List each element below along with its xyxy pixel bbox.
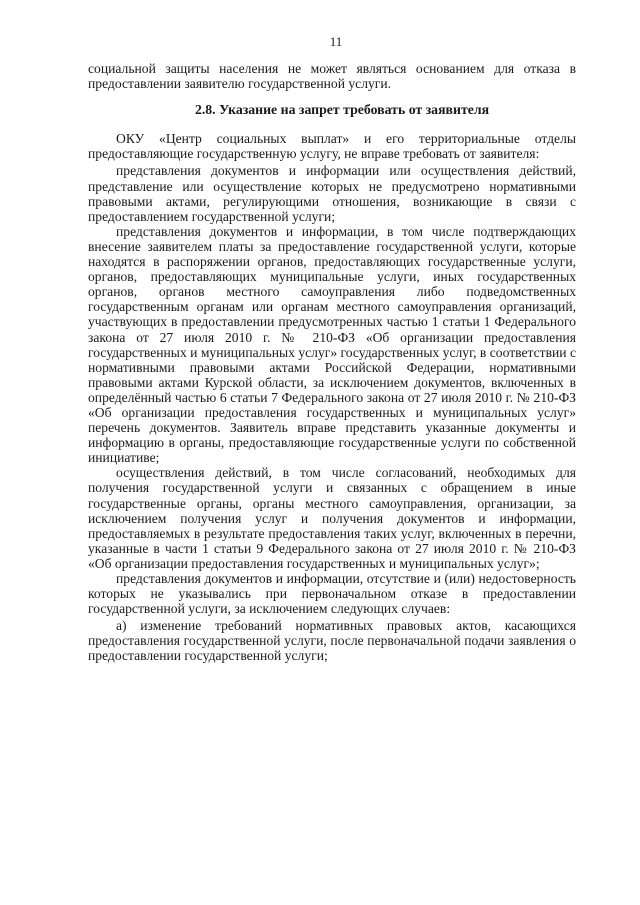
paragraph-preamble: ОКУ «Центр социальных выплат» и его территориальные отделы предоставляющие государственную услугу, не вправе требовать от заявителя: xyxy=(88,131,576,162)
paragraph-subitem-a: а) изменение требований нормативных правовых актов, касающихся предоставления государственной услуги, после первоначальной подачи заявления о предоставлении государственной услуги; xyxy=(88,618,576,664)
paragraph-item-2: представления документов и информации, в том числе подтверждающих внесение заявителем платы за предоставление государственной услуги, которые находятся в распоряжении органов, предоставляющих государственные услуги, органов, предоставляющих муниципальные услуги, иных государственных органов, органов местного самоуправления либо подведомственных государственным органам или органам местного самоуправления организаций, участвующих в предоставлении предусмотренных частью 1 статьи 1 Федерального закона от 27 июля 2010 г. № 210-ФЗ «Об организации предоставления государственных и муниципальных услуг» государственных услуг, в соответствии с нормативными правовыми актами Российской Федерации, нормативными правовыми актами Курской области, за исключением документов, включенных в определённый частью 6 статьи 7 Федерального закона от 27 июля 2010 г. № 210-ФЗ «Об организации предоставления государственных и муниципальных услуг» перечень документов. Заявитель вправе представить указанные документы и информацию в органы, предоставляющие государственные услуги по собственной инициативе; xyxy=(88,223,576,466)
document-page xyxy=(88,34,576,664)
paragraph-item-1: представления документов и информации или осуществления действий, представление или осуществление которых не предусмотрено нормативными правовыми актами, регулирующими отношения, возникающие в связи с предоставлением государственной услуги; xyxy=(88,163,576,224)
paragraph-item-3: осуществления действий, в том числе согласований, необходимых для получения государственной услуги и связанных с обращением в иные государственные органы, органы местного самоуправления, организации, за исключением получения услуг и получения документов и информации, предоставляемых в результате предоставления таких услуг, включенных в перечни, указанные в части 1 статьи 9 Федерального закона от 27 июля 2010 г. № 210-ФЗ «Об организации предоставления государственных и муниципальных услуг»; xyxy=(88,465,576,571)
intro-paragraph: социальной защиты населения не может являться основанием для отказа в предоставлении заявителю государственной услуги. xyxy=(88,61,576,92)
paragraph-item-4: представления документов и информации, отсутствие и (или) недостоверность которых не указывались при первоначальном отказе в предоставлении государственной услуги, за исключением следующих случаев: xyxy=(88,571,576,617)
section-heading: 2.8. Указание на запрет требовать от заявителя xyxy=(194,102,490,118)
page-number: 11 xyxy=(329,34,343,49)
